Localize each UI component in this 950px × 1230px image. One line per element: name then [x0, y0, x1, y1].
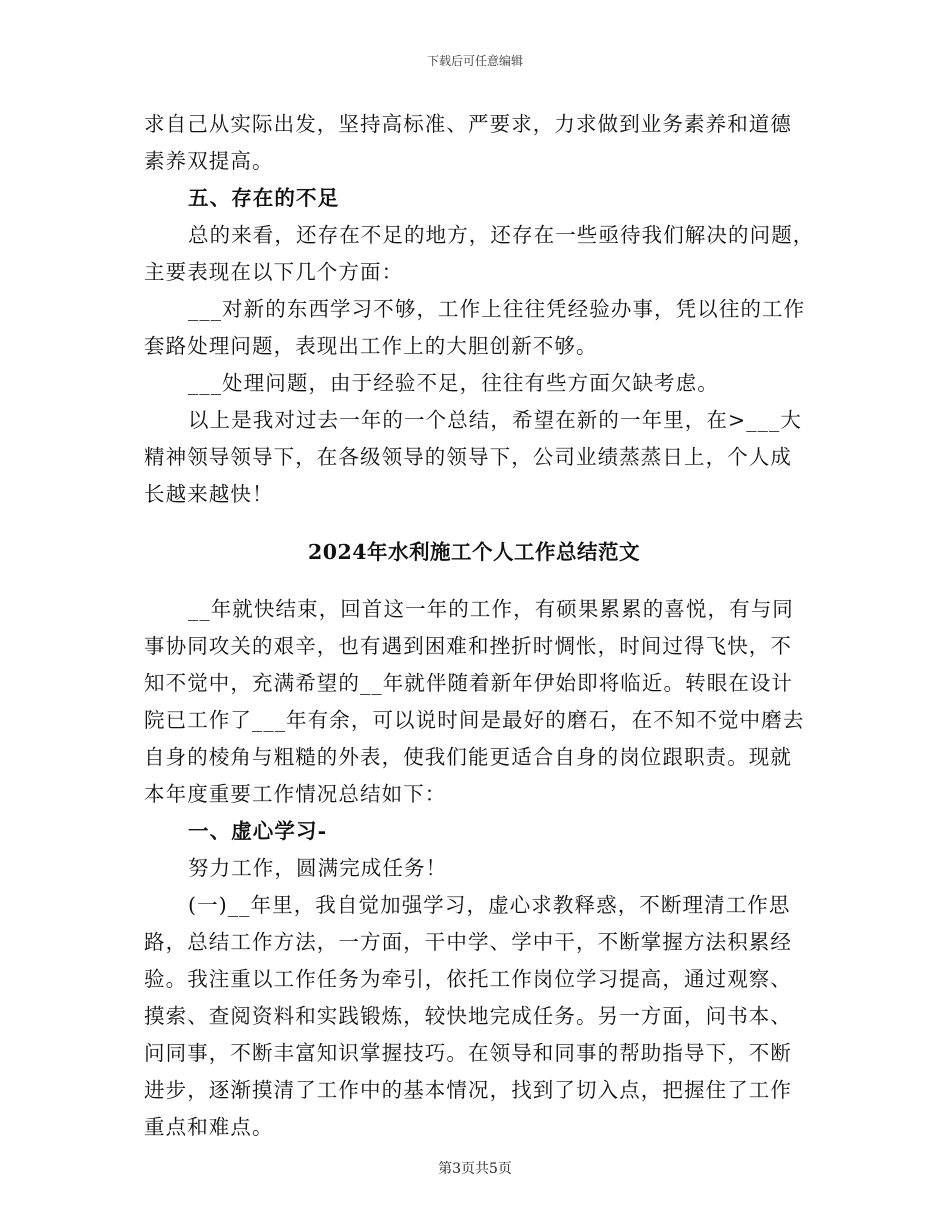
body-line: (一)__年里，我自觉加强学习，虚心求教释惑，不断理清工作思 — [188, 893, 791, 917]
body-line: 问同事，不断丰富知识掌握技巧。在领导和同事的帮助指导下，不断 — [144, 1041, 792, 1065]
body-line: 素养双提高。 — [144, 149, 274, 173]
body-line: ___处理问题，由于经验不足，往往有些方面欠缺考虑。 — [188, 371, 719, 395]
body-line: 事协同攻关的艰辛，也有遇到困难和挫折时惆怅，时间过得飞快，不 — [144, 634, 792, 658]
document-title: 2024年水利施工个人工作总结范文 — [307, 539, 641, 564]
body-line: 努力工作，圆满完成任务！ — [188, 856, 448, 880]
body-line: 总的来看，还存在不足的地方，还存在一些亟待我们解决的问题， — [188, 223, 815, 247]
body-line: 摸索、查阅资料和实践锻炼，较快地完成任务。另一方面，问书本、 — [144, 1004, 792, 1028]
body-line: 自身的棱角与粗糙的外表，使我们能更适合自身的岗位跟职责。现就 — [144, 745, 792, 769]
body-line: 求自己从实际出发，坚持高标准、严要求，力求做到业务素养和道德 — [144, 112, 792, 136]
document-body — [144, 106, 815, 1146]
body-line: ___对新的东西学习不够，工作上往往凭经验办事，凭以往的工作 — [188, 297, 806, 321]
body-line: 重点和难点。 — [144, 1115, 274, 1139]
body-line: 以上是我对过去一年的一个总结，希望在新的一年里，在>___大 — [188, 408, 802, 432]
page-footer: 第3页共5页 — [438, 1161, 512, 1177]
body-line: 主要表现在以下几个方面： — [144, 260, 404, 284]
body-line: 进步，逐渐摸清了工作中的基本情况，找到了切入点，把握住了工作 — [144, 1078, 792, 1102]
body-line: 本年度重要工作情况总结如下： — [144, 782, 447, 806]
section-heading: 五、存在的不足 — [188, 186, 340, 210]
body-line: 长越来越快！ — [144, 482, 274, 506]
page-header: 下载后可任意编辑 — [426, 54, 523, 68]
body-line: 院已工作了___年有余，可以说时间是最好的磨石，在不知不觉中磨去 — [144, 708, 805, 732]
body-line: 知不觉中，充满希望的__年就伴随着新年伊始即将临近。转眼在设计 — [144, 671, 794, 695]
body-line: 验。我注重以工作任务为牵引，依托工作岗位学习提高，通过观察、 — [144, 967, 792, 991]
body-line: __年就快结束，回首这一年的工作，有硕果累累的喜悦，有与同 — [188, 597, 794, 621]
body-line: 套路处理问题，表现出工作上的大胆创新不够。 — [144, 334, 598, 358]
body-line: 路，总结工作方法，一方面，干中学、学中干，不断掌握方法积累经 — [144, 930, 792, 954]
section-heading: 一、虚心学习- — [188, 819, 328, 843]
body-line: 精神领导领导下，在各级领导的领导下，公司业绩蒸蒸日上，个人成 — [144, 445, 792, 469]
